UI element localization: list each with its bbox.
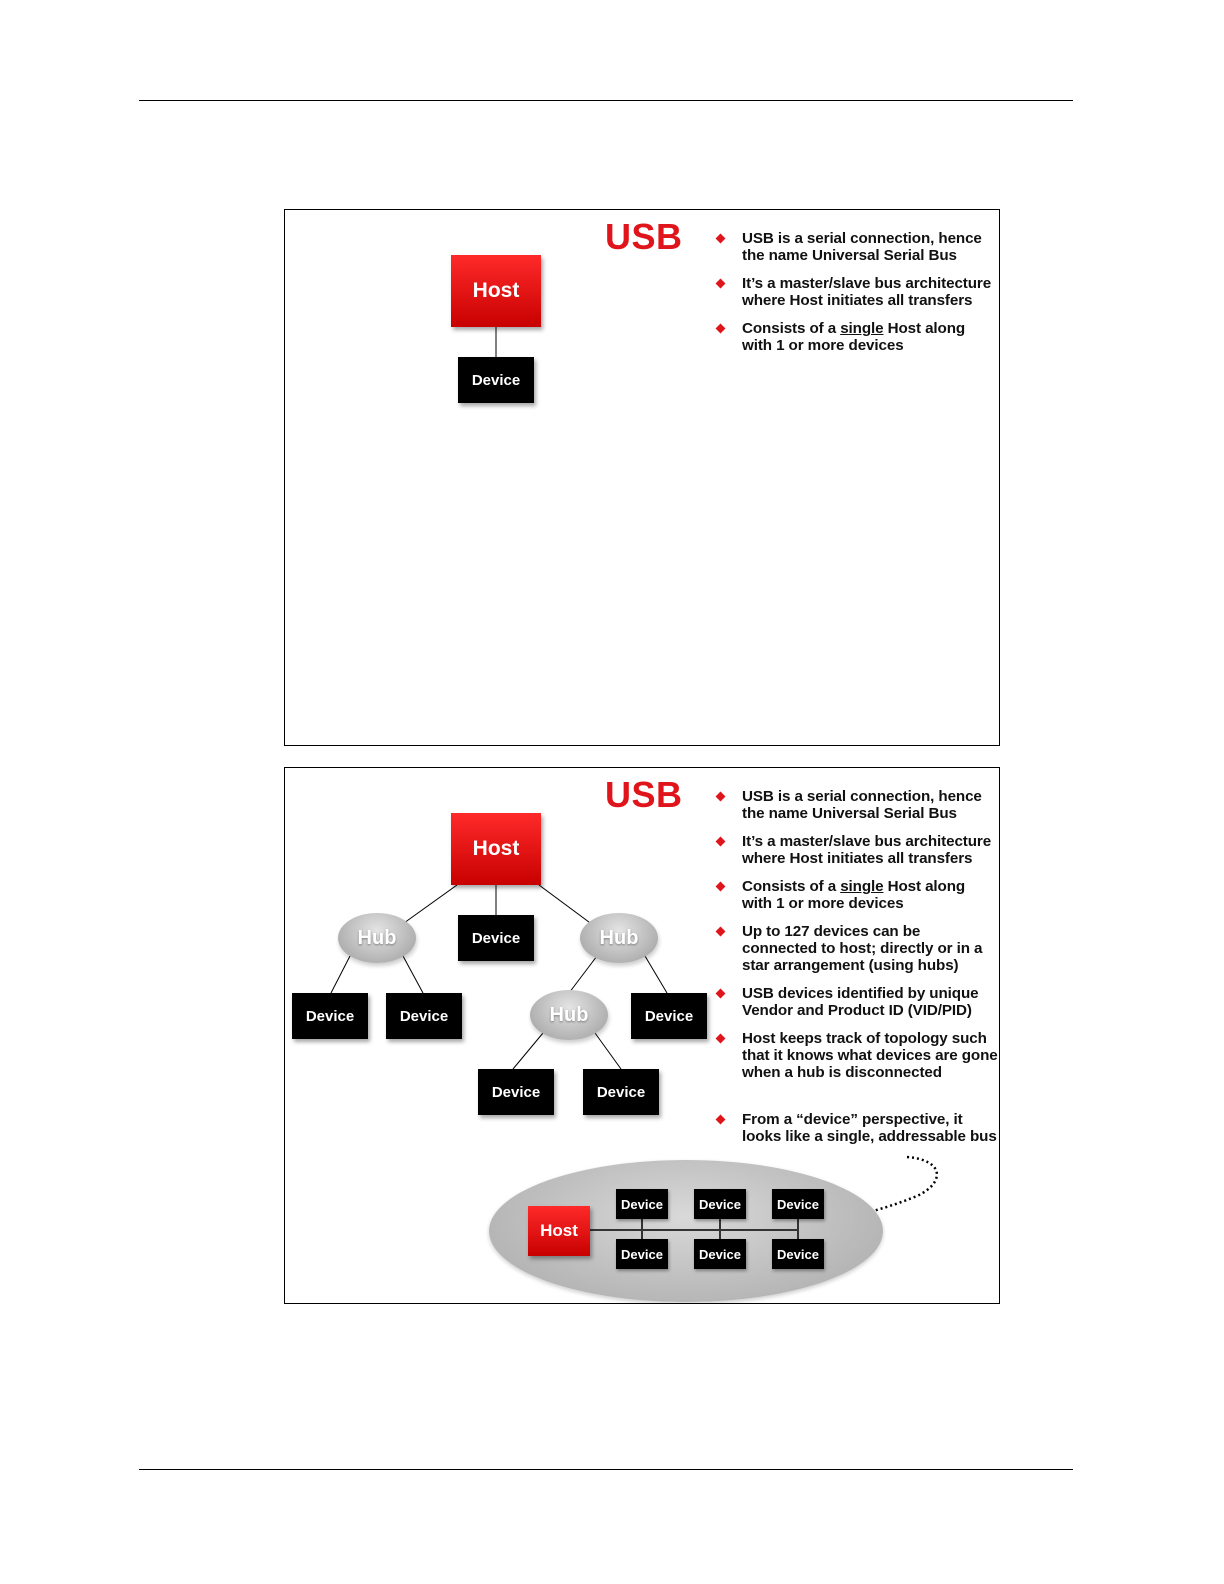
bus-host-box: Host xyxy=(528,1206,590,1256)
hub-node: Hub xyxy=(580,913,658,963)
footer-rule xyxy=(139,1469,1073,1470)
bus-device-box: Device xyxy=(694,1239,746,1269)
device-box: Device xyxy=(458,357,534,403)
bullet-item: It’s a master/slave bus architecture where Host initiates all transfers xyxy=(717,275,999,309)
bus-device-box: Device xyxy=(772,1239,824,1269)
bullet-list xyxy=(717,230,999,365)
diamond-bullet-icon xyxy=(716,279,726,289)
hub-node: Hub xyxy=(530,990,608,1040)
header-rule xyxy=(139,100,1073,101)
host-box: Host xyxy=(451,255,541,327)
device-box: Device xyxy=(478,1069,554,1115)
device-box: Device xyxy=(583,1069,659,1115)
host-box: Host xyxy=(451,813,541,885)
bullet-item: USB is a serial connection, hence the name Universal Serial Bus xyxy=(717,230,999,264)
bullet-item: Up to 127 devices can be connected to host; directly or in a star arrangement (using hubs) xyxy=(717,923,999,974)
bullet-item: USB devices identified by unique Vendor and Product ID (VID/PID) xyxy=(717,985,999,1019)
bullet-item: Consists of a single Host along with 1 or more devices xyxy=(717,320,999,354)
slide-1 xyxy=(284,209,1000,746)
device-box: Device xyxy=(292,993,368,1039)
bullet-item: USB is a serial connection, hence the name Universal Serial Bus xyxy=(717,788,999,822)
bus-device-box: Device xyxy=(616,1189,668,1219)
slide-title: USB xyxy=(605,774,683,815)
slide-2 xyxy=(284,767,1000,1304)
bullet-item: Consists of a single Host along with 1 or more devices xyxy=(717,878,999,912)
bullet-item: Host keeps track of topology such that it knows what devices are gone when a hub is disconnected xyxy=(717,1030,999,1081)
slide-title: USB xyxy=(605,216,683,257)
bus-lines xyxy=(285,768,999,1303)
bus-device-box: Device xyxy=(772,1189,824,1219)
diamond-bullet-icon xyxy=(716,324,726,334)
bullet-item: From a “device” perspective, it looks like a single, addressable bus xyxy=(717,1111,999,1145)
device-box: Device xyxy=(458,915,534,961)
diamond-bullet-icon xyxy=(716,234,726,244)
bus-device-box: Device xyxy=(616,1239,668,1269)
bullet-item: It’s a master/slave bus architecture where Host initiates all transfers xyxy=(717,833,999,867)
device-box: Device xyxy=(631,993,707,1039)
hub-node: Hub xyxy=(338,913,416,963)
device-box: Device xyxy=(386,993,462,1039)
bus-device-box: Device xyxy=(694,1189,746,1219)
